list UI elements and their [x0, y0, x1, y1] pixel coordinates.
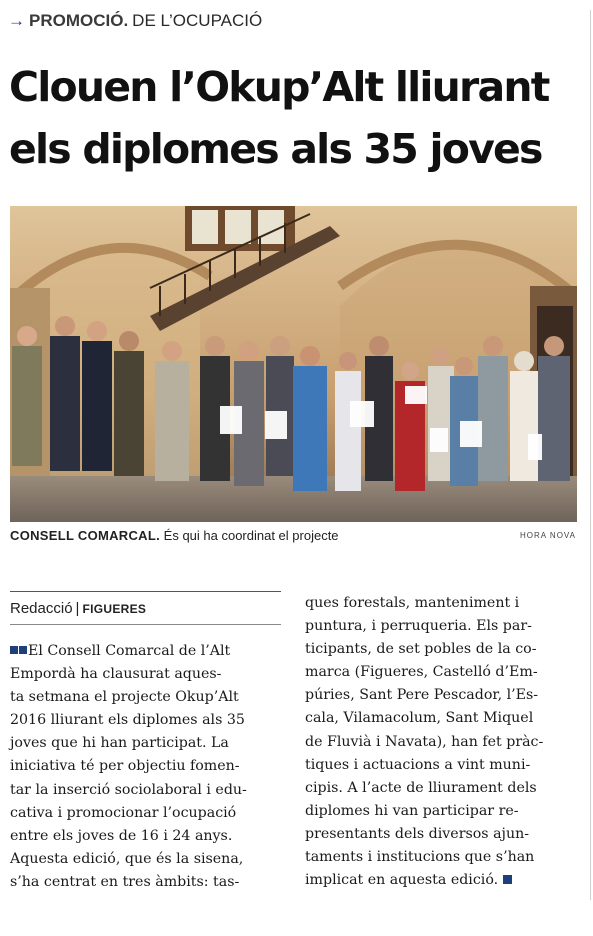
article-line: presentants dels diversos ajun-	[305, 825, 530, 842]
article-line: de Fluvià i Navata), han fet pràc-	[305, 733, 544, 750]
article-line: entre els joves de 16 i 24 anys.	[10, 827, 233, 844]
caption-label: CONSELL COMARCAL.	[10, 528, 161, 543]
article-line: taments i institucions que s’han	[305, 849, 535, 866]
column-rule	[590, 10, 591, 900]
byline-separator: |	[75, 600, 80, 617]
group-photo	[10, 206, 577, 522]
article-line: ta setmana el projecte Okup’Alt	[10, 689, 239, 706]
article-line: marca (Figueres, Castelló d’Em-	[305, 664, 538, 681]
article-line: diplomes hi van participar re-	[305, 802, 519, 819]
byline-author: Redacció	[10, 600, 73, 617]
section-kicker	[8, 9, 262, 33]
section-label: PROMOCIÓ.	[29, 11, 129, 30]
article-line: Empordà ha clausurat aques-	[10, 666, 222, 683]
article-line: cativa i promocionar l’ocupació	[10, 804, 237, 821]
byline	[10, 599, 146, 619]
article-line: púries, Sant Pere Pescador, l’Es-	[305, 687, 539, 704]
article-line: puntura, i perruqueria. Els par-	[305, 618, 532, 635]
article-line: cala, Vilamacolum, Sant Miquel	[305, 710, 534, 727]
article-line: tiques i actuacions a vint muni-	[305, 756, 531, 773]
photo-credit: HORA NOVA	[520, 531, 576, 540]
article-line: ques forestals, manteniment i	[305, 595, 520, 611]
arrow-right-icon: →	[8, 11, 25, 30]
byline-top-rule	[10, 591, 281, 592]
article-column-1	[10, 640, 286, 894]
article-line: Aquesta edició, que és la sisena,	[10, 850, 244, 867]
photo-caption	[10, 527, 339, 545]
article-line: cipis. A l’acte de lliurament dels	[305, 779, 537, 796]
article-line: joves que hi han participat. La	[10, 735, 229, 752]
article-line: implicat en aquesta edició.	[305, 869, 587, 892]
lead-square-icon	[19, 646, 27, 654]
caption-text: És qui ha coordinat el projecte	[163, 528, 339, 543]
article-column-2	[305, 592, 587, 892]
article-line: ticipants, de set pobles de la co-	[305, 641, 537, 658]
end-square-icon	[503, 875, 512, 884]
lead-square-icon	[10, 646, 18, 654]
article-line: 2016 lliurant els diplomes als 35	[10, 712, 245, 729]
section-sublabel: DE L’OCUPACIÓ	[132, 11, 263, 30]
headline-line-2: els diplomes als 35 joves	[9, 125, 542, 173]
headline-line-1: Clouen l’Okup’Alt lliurant	[9, 63, 549, 111]
article-line: tar la inserció sociolaboral i edu-	[10, 781, 247, 798]
byline-bottom-rule	[10, 624, 281, 625]
article-line: s’ha centrat en tres àmbits: tas-	[10, 873, 240, 890]
article-line: iniciativa té per objectiu fomen-	[10, 758, 240, 775]
article-line: El Consell Comarcal de l’Alt	[10, 640, 286, 663]
headline	[9, 56, 585, 180]
byline-place: FIGUERES	[82, 602, 147, 616]
